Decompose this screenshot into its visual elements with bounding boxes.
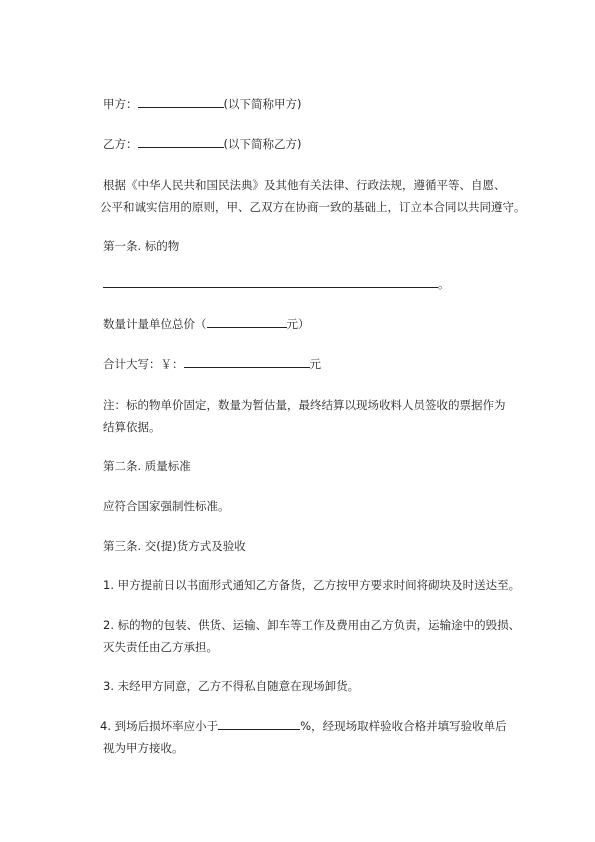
item-4-suffix: %，经现场取样验收合格并填写验收单后: [300, 719, 507, 733]
party-a-label: 甲方：: [103, 97, 138, 111]
party-b-suffix: (以下简称乙方): [223, 137, 302, 151]
item-2-line-1: 2. 标的物的包装、供货、运输、卸车等工作及费用由乙方负责，运输途中的毁损、: [103, 618, 521, 632]
article-1-title: 第一条. 标的物: [103, 239, 180, 253]
note-paragraph: [103, 394, 506, 438]
article-3-title: 第三条. 交(提)货方式及验收: [103, 539, 246, 553]
item-4-prefix: 4. 到场后损坏率应小于: [100, 719, 219, 733]
subject-blank-end: 。: [438, 277, 450, 291]
article-2-body: 应符合国家强制性标准。: [103, 499, 230, 513]
preamble-line-1: 根据《中华人民共和国民法典》及其他有关法律、行政法规，遵循平等、自愿、: [103, 178, 506, 192]
party-b-blank: [138, 134, 224, 148]
quantity-line: [103, 313, 310, 335]
item-2-line-2: 灭失责任由乙方承担。: [103, 640, 218, 654]
article-2-title: 第二条. 质量标准: [103, 459, 191, 473]
article-3-item-1: 1. 甲方提前日以书面形式通知乙方备货，乙方按甲方要求时间将砌块及时送达至。: [103, 578, 521, 592]
subject-blank: [103, 274, 438, 288]
quantity-prefix: 数量计量单位总价（: [103, 317, 207, 331]
article-3-item-3: 3. 未经甲方同意，乙方不得私自随意在现场卸货。: [103, 679, 360, 693]
total-suffix: 元: [309, 357, 321, 371]
party-a-line: [103, 93, 301, 115]
subject-blank-line: [103, 273, 450, 295]
party-a-blank: [138, 94, 224, 108]
party-b-label: 乙方：: [103, 137, 138, 151]
item-4-blank: [218, 716, 300, 730]
article-3-item-2: [103, 614, 520, 658]
preamble-paragraph: [100, 174, 526, 218]
note-line-1: 注：标的物单价固定，数量为暂估量，最终结算以现场收料人员签收的票据作为: [103, 398, 506, 412]
party-a-suffix: (以下简称甲方): [223, 97, 302, 111]
total-line: [103, 353, 321, 375]
quantity-suffix: 元）: [286, 317, 310, 331]
quantity-blank: [207, 314, 287, 328]
preamble-line-2: 公平和诚实信用的原则，甲、乙双方在协商一致的基础上，订立本合同以共同遵守。: [100, 200, 526, 214]
item-4-line-2: 视为甲方接收。: [103, 741, 184, 755]
article-3-item-4: [100, 715, 507, 759]
total-prefix: 合计大写：￥：: [103, 357, 184, 371]
total-blank: [184, 354, 310, 368]
party-b-line: [103, 133, 301, 155]
note-line-2: 结算依据。: [103, 420, 161, 434]
